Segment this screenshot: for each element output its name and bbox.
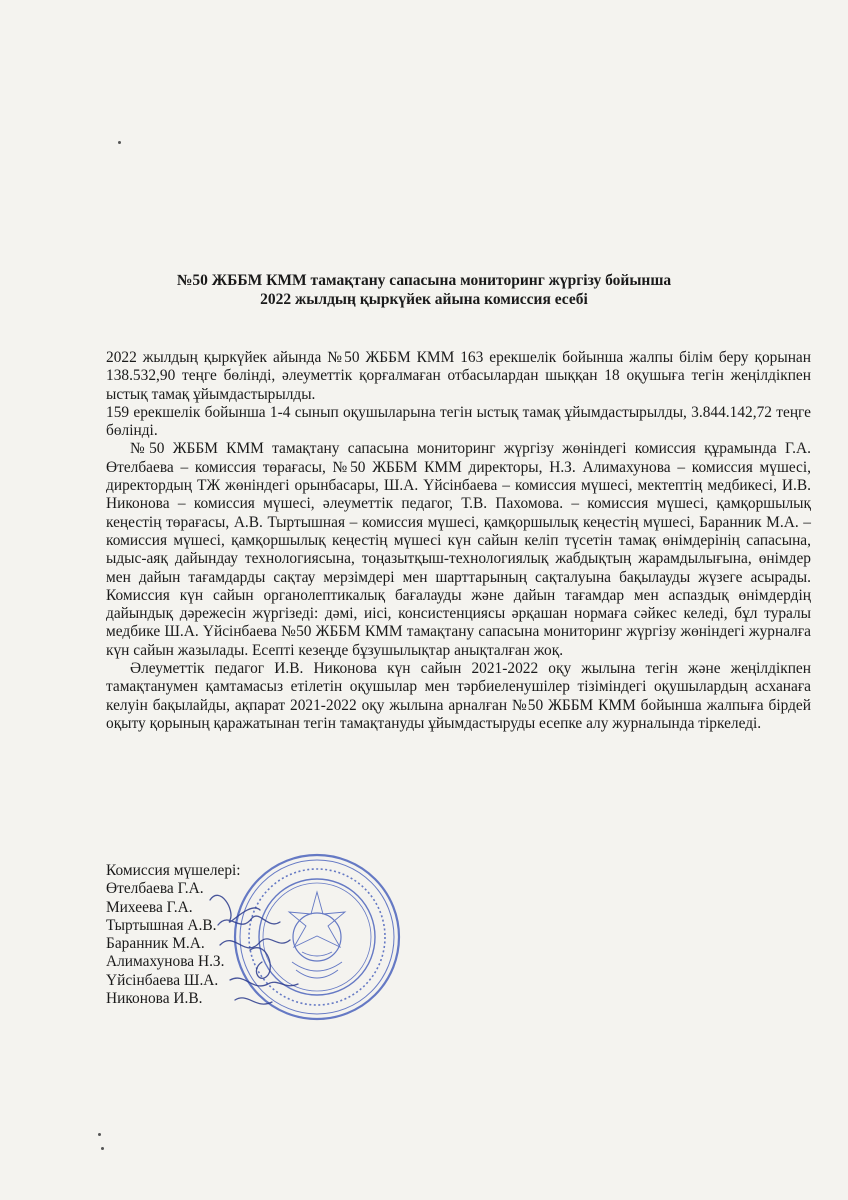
member-name: Баранник М.А.	[106, 935, 205, 953]
title-line-2: 2022 жылдың қыркүйек айына комиссия есебі	[260, 291, 588, 308]
member-name: Өтелбаева Г.А.	[106, 880, 204, 898]
commission-members	[106, 862, 366, 1008]
members-heading: Комиссия мүшелері:	[106, 862, 241, 879]
paragraph-hot-meals: 159 ерекшелік бойынша 1-4 сынып оқушыларына тегін ыстық тамақ ұйымдастырылды, 3.844.142,72 теңге бөлінді.	[106, 403, 811, 440]
document-title	[100, 271, 748, 309]
member-name: Михеева Г.А.	[106, 898, 193, 916]
paragraph-funding: 2022 жылдың қыркүйек айында №50 ЖББМ КММ 163 ерекшелік бойынша жалпы білім беру қорынан 138.532,90 теңге бөлінді, әлеуметтік қорғалмаған отбасылардан шыққан 18 оқушыға тегін жеңілдікпен ыстық тамақ ұйымдастырылды.	[106, 349, 811, 403]
paragraph-commission: №50 ЖББМ КММ тамақтану сапасына мониторинг жүргізу жөніндегі комиссия құрамында Г.А. Өтелбаева – комиссия төрағасы, №50 ЖББМ КММ директоры, Н.З. Алимахунова – комиссия мүшесі, директордың ТЖ жөніндегі орынбасары, Ш.А. Үйсінбаева – комиссия мүшесі, мектептің медбикесі, И.В. Никонова – комиссия мүшесі, әлеуметтік педагог, Т.В. Пахомова. – комиссия мүшесі, қамқоршылық кеңестің төрағасы, А.В. Тыртышная – комиссия мүшесі, қамқоршылық кеңестің мүшесі, Баранник М.А. – комиссия мүшесі, қамқоршылық кеңестің мүшесі күн сайын келіп түсетін тамақ өнімдерінің сапасына, ыдыс-аяқ дайындау технологиясына, тоңазытқыш-технологиялық жабдықтың жарамдылығына, өнімдер мен дайын тағамдарды сақтау мерзімдері мен шарттарының сақталуына бақылауды жүзеге асырады. Комиссия күн сайын органолептикалық бағалауды және дайын тағамдар мен аспаздық өнімдердің дайындық дәрежесін жүргізеді: дәмі, иісі, консистенциясы әрқашан нормаға сәйкес келеді, бұл туралы медбике Ш.А. Үйсінбаева №50 ЖББМ КММ тамақтану сапасына мониторинг жүргізу жөніндегі журналға күн сайын жазылады. Есепті кезеңде бұзушылықтар анықталған жоқ.	[106, 440, 811, 659]
scan-speck	[118, 141, 121, 144]
member-name: Үйсінбаева Ш.А.	[106, 971, 219, 989]
title-line-1: №50 ЖББМ КММ тамақтану сапасына мониторинг жүргізу бойынша	[176, 272, 672, 289]
paragraph-social-pedagogue: Әлеуметтік педагог И.В. Никонова күн сайын 2021-2022 оқу жылына тегін және жеңілдікпен тамақтанумен қамтамасыз етілетін оқушылар мен тәрбиеленушілер тізіміндегі оқушылардың асханаға келуін бақылайды, ақпарат 2021-2022 оқу жылына арналған №50 ЖББМ КММ бойынша жалпыға бірдей оқыту қорының қаражатынан тегін тамақтануды ұйымдастыруды есепке алу журналында тіркеледі.	[106, 660, 811, 732]
member-name: Тыртышная А.В.	[106, 916, 217, 934]
scan-speck	[101, 1147, 104, 1150]
member-name: Никонова И.В.	[106, 990, 203, 1008]
member-name: Алимахунова Н.З.	[106, 953, 225, 971]
scan-speck	[98, 1133, 101, 1136]
report-body	[106, 349, 811, 733]
